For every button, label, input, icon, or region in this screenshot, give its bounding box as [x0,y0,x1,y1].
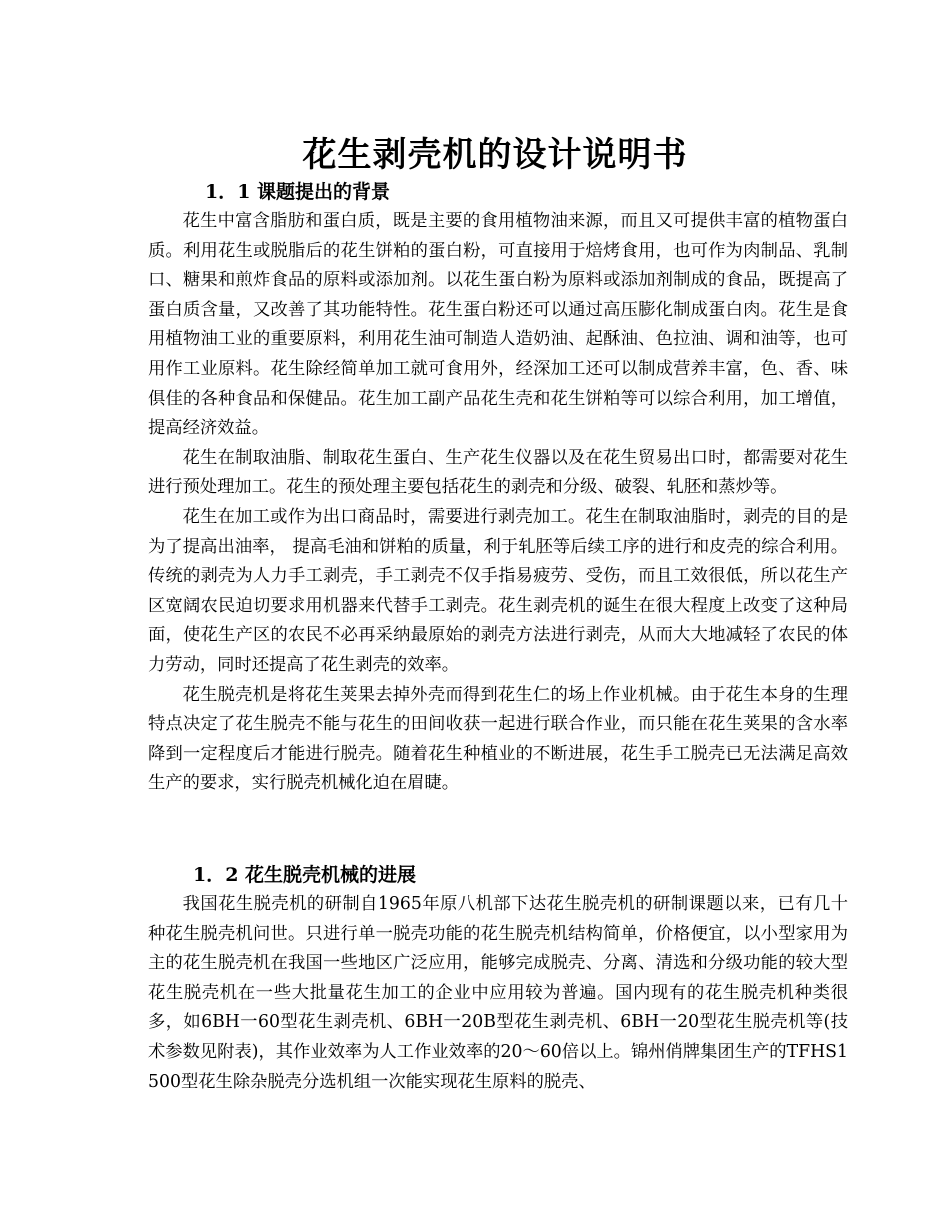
section-heading: 1．2 花生脱壳机械的进展 [193,864,417,886]
paragraph: 花生中富含脂肪和蛋白质，既是主要的食用植物油来源，而且又可提供丰富的植物蛋白质。利用花生或脱脂后的花生饼粕的蛋白粉，可直接用于焙烤食用，也可作为肉制品、乳制口、糖果和煎炸食品的原料或添加剂。以花生蛋白粉为原料或添加剂制成的食品，既提高了蛋白质含量，又改善了其功能特性。花生蛋白粉还可以通过高压膨化制成蛋白肉。花生是食用植物油工业的重要原料，利用花生油可制造人造奶油、起酥油、色拉油、调和油等，也可用作工业原料。花生除经简单加工就可食用外，经深加工还可以制成营养丰富，色、香、味俱佳的各种食品和保健品。花生加工副产品花生壳和花生饼粕等可以综合利用，加工增值，提高经济效益。 [148,211,848,439]
paragraph: 花生在加工或作为出口商品时，需要进行剥壳加工。花生在制取油脂时，剥壳的目的是为了提高出油率， 提高毛油和饼粕的质量，利于轧胚等后续工序的进行和皮壳的综合利用。传统的剥壳为人力手工剥壳，手工剥壳不仅手指易疲劳、受伤，而且工效很低，所以花生产区宽阔农民迫切要求用机器来代替手工剥壳。花生剥壳机的诞生在很大程度上改变了这种局面，使花生产区的农民不必再采纳最原始的剥壳方法进行剥壳，从而大大地减轻了农民的体力劳动，同时还提高了花生剥壳的效率。 [148,506,848,675]
section-body [148,890,848,1097]
paragraph: 花生脱壳机是将花生荚果去掉外壳而得到花生仁的场上作业机械。由于花生本身的生理特点决定了花生脱壳不能与花生的田间收获一起进行联合作业，而只能在花生荚果的含水率降到一定程度后才能进行脱壳。随着花生种植业的不断进展，花生手工脱壳已无法满足高效生产的要求，实行脱壳机械化迫在眉睫。 [148,684,848,794]
paragraph: 我国花生脱壳机的研制自1965年原八机部下达花生脱壳机的研制课题以来，已有几十种花生脱壳机问世。只进行单一脱壳功能的花生脱壳机结构简单，价格便宜，以小型家用为主的花生脱壳机在我国一些地区广泛应用，能够完成脱壳、分离、清选和分级功能的较大型花生脱壳机在一些大批量花生加工的企业中应用较为普遍。国内现有的花生脱壳机种类很多，如6BH一60型花生剥壳机、6BH一20B型花生剥壳机、6BH一20型花生脱壳机等(技术参数见附表)，其作业效率为人工作业效率的20～60倍以上。锦州俏牌集团生产的TFHS1500型花生除杂脱壳分选机组一次能实现花生原料的脱壳、 [148,894,848,1092]
paragraph: 花生在制取油脂、制取花生蛋白、生产花生仪器以及在花生贸易出口时，都需要对花生进行预处理加工。花生的预处理主要包括花生的剥壳和分级、破裂、轧胚和蒸炒等。 [148,447,848,498]
section-body [148,207,848,799]
section-heading: 1．1 课题提出的背景 [205,181,391,203]
document-title: 花生剥壳机的设计说明书 [302,135,688,175]
